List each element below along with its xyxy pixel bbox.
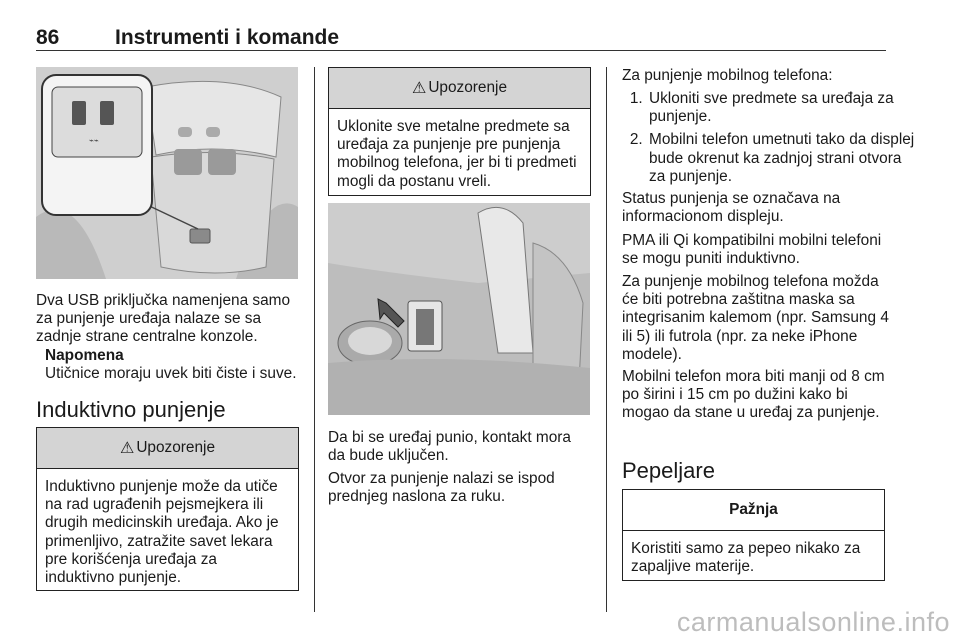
warning-triangle-icon: ⚠ xyxy=(119,440,135,457)
list-item: 2. Mobilni telefon umetnuti tako da displej bude okrenut ka zadnjoj strani otvora za punjenje. xyxy=(647,131,917,186)
charging-status: Status punjenja se označava na informacionom displeju. xyxy=(622,190,841,226)
phone-size: Mobilni telefon mora biti manji od 8 cm po širini i 15 cm po dužini kako bi mogao da stane u uređaj za punjenje. xyxy=(622,368,885,422)
usb-ports-figure xyxy=(36,67,298,279)
charging-slot-figure xyxy=(328,203,590,415)
warning-text: Uklonite sve metalne predmete sa uređaja za punjenje pre punjenja mobilnog telefona, jer bi ti predmeti mogli da postanu vreli. xyxy=(337,118,577,190)
warning-text: Induktivno punjenje može da utiče na rad ugrađenih pejsmejkera ili drugih medicinskih uređaja. Ako je primenljivo, zatražite savet lekara pre korišćenja uređaja za induktivno punjenje. xyxy=(45,478,279,587)
compatibility: PMA ili Qi kompatibilni mobilni telefoni se mogu puniti induktivno. xyxy=(622,232,882,268)
section-heading-inductive: Induktivno punjenje xyxy=(36,397,226,422)
warning-box xyxy=(36,427,299,591)
charging-steps xyxy=(621,90,917,191)
list-item: 1. Ukloniti sve predmete sa uređaja za punjenje. xyxy=(647,90,917,126)
page-header xyxy=(36,26,886,52)
warning-triangle-icon: ⚠ xyxy=(411,80,427,97)
page-number: 86 xyxy=(36,26,60,49)
column-divider xyxy=(314,67,315,612)
header-rule xyxy=(36,50,886,51)
warning-title: Upozorenje xyxy=(136,439,216,456)
caution-box xyxy=(622,489,885,581)
warning-title: Upozorenje xyxy=(428,79,508,96)
note-text: Utičnice moraju uvek biti čiste i suve. xyxy=(45,365,297,382)
page-title: Instrumenti i komande xyxy=(115,26,340,49)
charging-intro: Za punjenje mobilnog telefona: xyxy=(622,67,833,84)
svg-text:⌁⌁: ⌁⌁ xyxy=(89,136,99,145)
caution-title: Pažnja xyxy=(623,490,884,531)
warning-header xyxy=(329,68,590,109)
note-label: Napomena xyxy=(45,347,124,364)
column-divider xyxy=(606,67,607,612)
warning-box xyxy=(328,67,591,196)
slot-location: Otvor za punjenje nalazi se ispod prednjeg naslona za ruku. xyxy=(328,470,555,506)
caution-text: Koristiti samo za pepeo nikako za zapaljive materije. xyxy=(631,540,861,576)
ignition-note: Da bi se uređaj punio, kontakt mora da bude uključen. xyxy=(328,429,571,465)
watermark: carmanualsonline.info xyxy=(676,607,950,637)
usb-description: Dva USB priključka namenjena samo za punjenje uređaja nalaze se sa zadnje strane centralne konzole. xyxy=(36,292,291,346)
warning-header xyxy=(37,428,298,469)
protective-case: Za punjenje mobilnog telefona možda će biti potrebna zaštitna maska sa integrisanim kalemom (npr. Samsung 4 ili 5) ili futrola (npr. za neke iPhone modele). xyxy=(622,273,889,363)
section-heading-ashtrays: Pepeljare xyxy=(622,458,715,483)
